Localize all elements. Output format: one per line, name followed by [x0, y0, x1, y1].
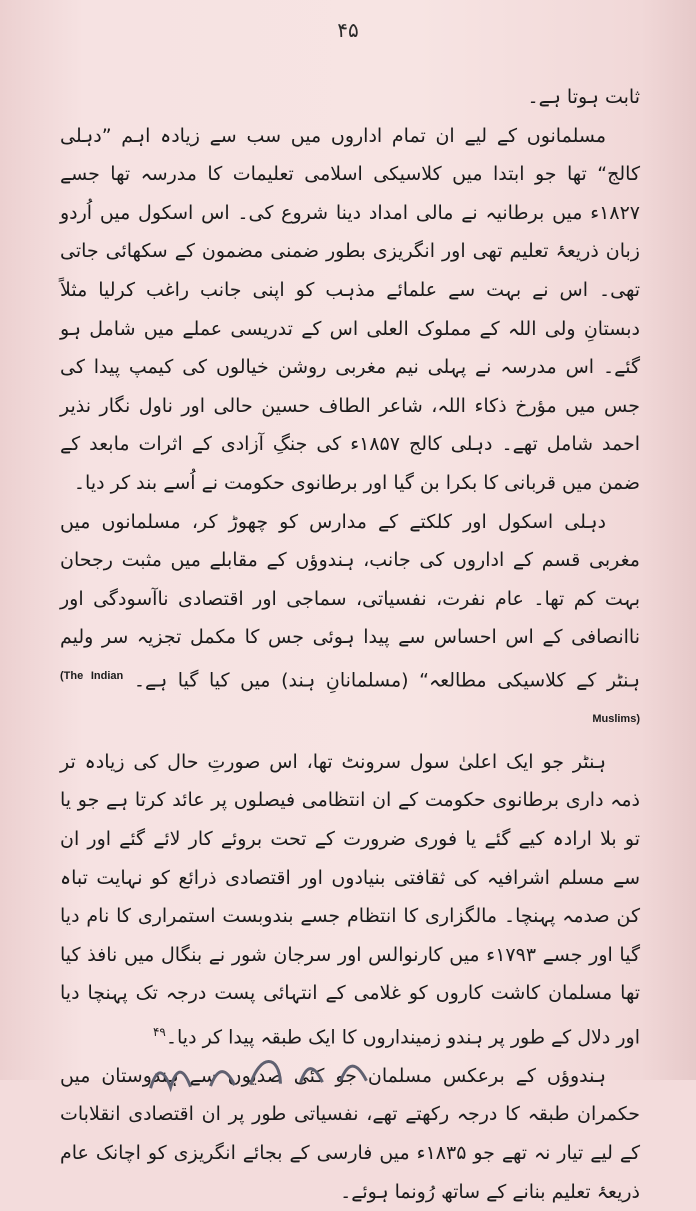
english-title: (The Indian Muslims) [60, 669, 640, 725]
paragraph-text: دہلی اسکول اور کلکتے کے مدارس کو چھوڑ کر، مسلمانوں میں مغربی قسم کے اداروں کی جانب، ہندوؤں کے مقابلے میں مثبت رجحان بہت کم تھا۔ عام نفرت، نفسیاتی، سماجی اور اقتصادی ناآسودگی اور ناانصافی کے اس احساس سے پیدا ہوئی جس کا مکمل تجزیہ سر ولیم ہنٹر کے کلاسیکی مطالعہ“ (مسلمانانِ ہند) میں کیا گیا ہے۔ [60, 510, 640, 692]
main-text [60, 78, 640, 1211]
paragraph: ثابت ہوتا ہے۔ [527, 86, 640, 108]
paragraph: ہندوؤں کے برعکس مسلمان جو کئی صدیوں سے ہندوستان میں حکمران طبقہ کا درجہ رکھتے تھے، نفسیاتی طور پر ان اقتصادی انقلابات کے لیے تیار نہ تھے جو ۱۸۳۵ء میں فارسی کے بجائے انگریزی کو اچانک عام ذریعۂ تعلیم بنانے کے ساتھ رُونما ہوئے۔ [60, 1064, 640, 1203]
paragraph [60, 503, 640, 743]
paragraph [60, 743, 640, 1057]
footnote-mark: ۴۹ [152, 1024, 166, 1039]
paragraph-text: ہنٹر جو ایک اعلیٰ سول سرونٹ تھا، اس صورتِ حال کی زیادہ تر ذمہ داری برطانوی حکومت کے ان انتظامی فیصلوں پر عائد کرتا ہے جو یا تو بلا ارادہ کیے گئے یا فوری ضرورت کے تحت بروئے کار لائے گئے اور ان سے مسلم اشرافیہ کی ثقافتی بنیادوں اور اقتصادی ذرائع کو نہایت تباہ کن صدمہ پہنچا۔ مالگزاری کا انتظام جسے بندوبست استمراری کا نام دیا گیا اور جسے ۱۷۹۳ء میں کارنوالس اور سرجان شور نے بنگال میں نافذ کیا تھا مسلمان کاشت کاروں کو غلامی کے انتہائی پست درجہ تک پہنچا دیا اور دلال کے طور پر ہندو زمینداروں کا ایک طبقہ پیدا کر دیا۔ [60, 750, 640, 1049]
paragraph: مسلمانوں کے لیے ان تمام اداروں میں سب سے زیادہ اہم ”دہلی کالج“ تھا جو ابتدا میں کلاسیکی اسلامی تعلیمات کا مدرسہ تھا جسے ۱۸۲۷ء میں برطانیہ نے مالی امداد دینا شروع کی۔ اس اسکول میں اُردو زبان ذریعۂ تعلیم تھی اور انگریزی بطور ضمنی مضمون کے سکھائی جاتی تھی۔ اس نے بہت سے علمائے مذہب کو اپنی جانب راغب کرلیا مثلاً دبستانِ ولی اللہ کے مملوک العلی اس کے تدریسی عملے میں شامل ہو گئے۔ اس مدرسہ نے پہلی نیم مغربی روشن خیالوں کی کیمپ پیدا کی جس میں مؤرخ ذکاء اللہ، شاعر الطاف حسین حالی اور ناول نگار نذیر احمد شامل تھے۔ دہلی کالج ۱۸۵۷ء کی جنگِ آزادی کے اثرات مابعد کے ضمن میں قربانی کا بکرا بن گیا اور برطانوی حکومت نے اُسے بند کر دیا۔ [60, 124, 641, 494]
page-number: ۴۵ [337, 18, 359, 42]
